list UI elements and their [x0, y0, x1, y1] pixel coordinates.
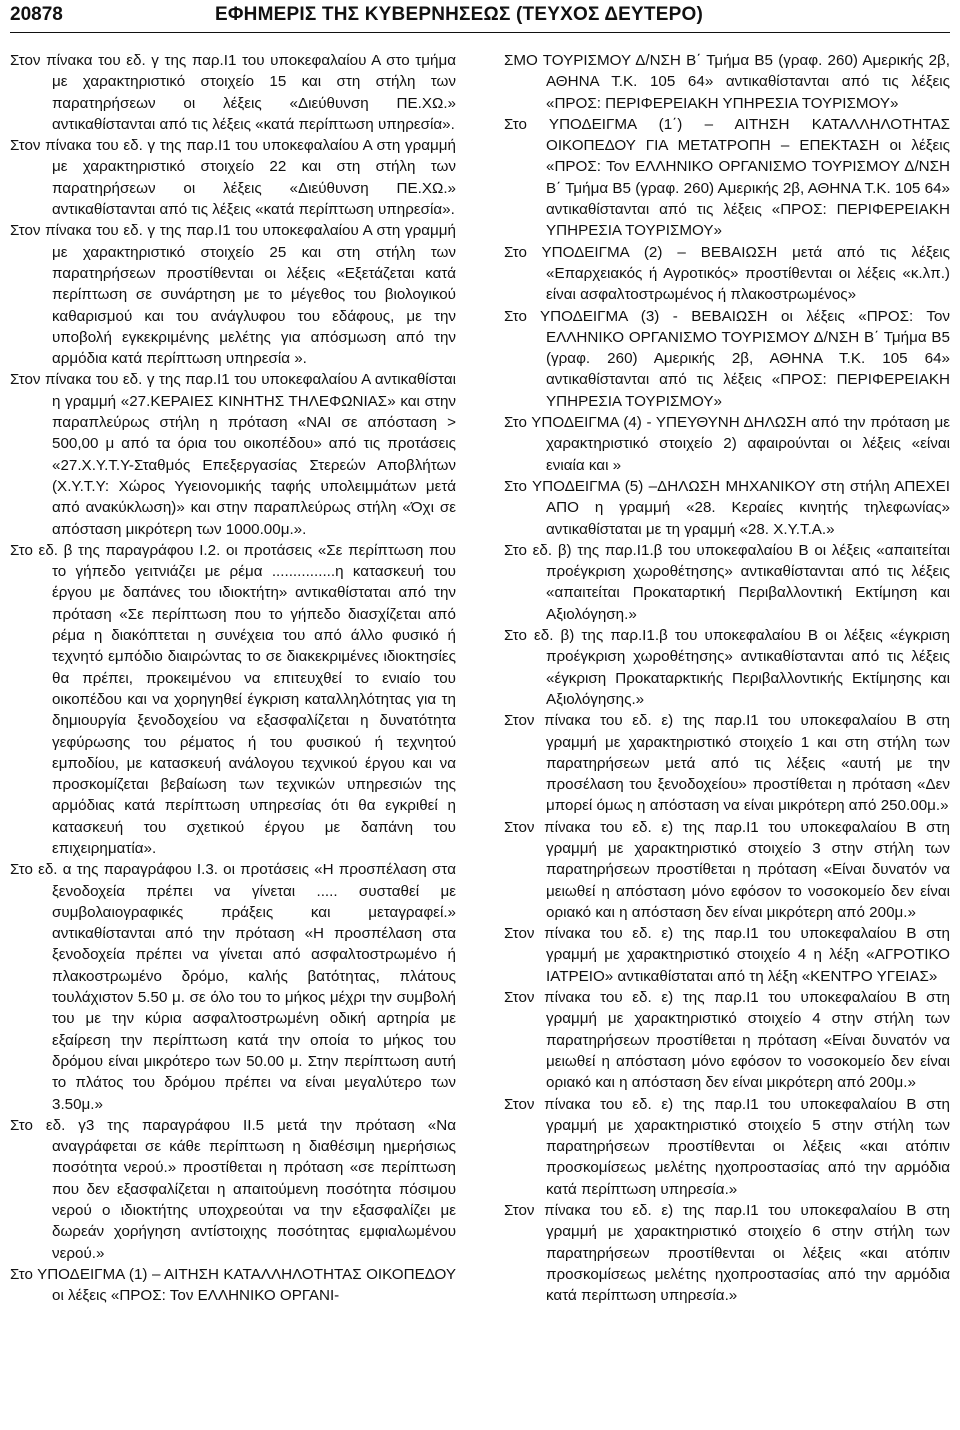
paragraph: Στο ΥΠΟΔΕΙΓΜΑ (4) - ΥΠΕΥΘΥΝΗ ΔΗΛΩΣΗ από την πρόταση με χαρακτηριστικό στοιχείο 2) αφαιρούνται οι λέξεις «είναι ενιαία και » — [504, 414, 950, 474]
paragraph: Στον πίνακα του εδ. γ της παρ.Ι1 του υποκεφαλαίου Α αντικαθίσται η γραμμή «27.ΚΕΡΑΙΕΣ ΚΙΝΗΤΗΣ ΤΗΛΕΦΩΝΙΑΣ» και στην παραπλεύρως στήλη η πρόταση «ΝΑΙ σε απόσταση > 500,00 μ από τα όρια του οικοπέδου» από τις προτάσεις «27.Χ.Υ.Τ.Υ-Σταθμός Επεξεργασίας Στερεών Αποβλήτων (Χ.Υ.Τ.Υ: Χώρος Υγειονομικής ταφής υπολειμμάτων μετά από ανακύκλωση)» και στην παραπλεύρως στήλη «Όχι σε απόσταση μικρότερη των 1000.00μ.». — [10, 371, 456, 538]
journal-title: ΕΦΗΜΕΡΙΣ ΤΗΣ ΚΥΒΕΡΝΗΣΕΩΣ (ΤΕΥΧΟΣ ΔΕΥΤΕΡΟ) — [215, 4, 703, 25]
paragraph: Στον πίνακα του εδ. ε) της παρ.Ι1 του υποκεφαλαίου Β στη γραμμή με χαρακτηριστικό στοιχείο 6 στην στήλη των παρατηρήσεων προστίθενται οι λέξεις «και ατόπιν προσκομίσεως μελέτης ηχοπροστασίας από την αρμόδια κατά περίπτωση υπηρεσία.» — [504, 1202, 950, 1305]
paragraph: Στο εδ. α της παραγράφου Ι.3. οι προτάσεις «Η προσπέλαση στα ξενοδοχεία πρέπει να γίνεται ..... συσταθεί με συμβολαιογραφικές πράξεις και μεταγραφεί.» αντικαθίστανται από την πρόταση «Η προσπέλαση στα ξενοδοχεία πρέπει να γίνεται από ασφαλτοστρωμένο ή πλακοστρωμένο δρόμο, καλής βατότητας, πλάτους τουλάχιστον 5.50 μ. σε όλο του το μήκος μέχρι την συμβολή του με την κύρια ασφαλτοστρωμένη οδική αρτηρία με εξαίρεση την περίπτωση κατά την οποία το μήκος του δρόμου είναι μικρότερο των 50.00 μ. Στην περίπτωση αυτή το πλάτος του δρόμου πρέπει να είναι μεγαλύτερο των 3.50μ.» — [10, 861, 456, 1113]
paragraph: Στο εδ. β) της παρ.Ι1.β του υποκεφαλαίου Β οι λέξεις «απαιτείται προέγκριση χωροθέτησης» αντικαθίστανται από τις λέξεις «απαιτείται Προκαταρτική Περιβαλλοντική Εκτίμηση και Αξιολόγηση.» — [504, 541, 950, 623]
paragraph: Στο ΥΠΟΔΕΙΓΜΑ (3) - ΒΕΒΑΙΩΣΗ οι λέξεις «ΠΡΟΣ: Τον ΕΛΛΗΝΙΚΟ ΟΡΓΑΝΙΣΜΟ ΤΟΥΡΙΣΜΟΥ Δ/ΝΣΗ Β΄ Τμήμα Β5 (γραφ. 260) Αμερικής 2β, ΑΘΗΝΑ Τ.Κ. 105 64» αντικαθίστανται από τις λέξεις «ΠΡΟΣ: ΠΕΡΙΦΕΡΕΙΑΚΗ ΥΠΗΡΕΣΙΑ ΤΟΥΡΙΣΜΟΥ» — [504, 307, 950, 410]
paragraph: Στον πίνακα του εδ. ε) της παρ.Ι1 του υποκεφαλαίου Β στη γραμμή με χαρακτηριστικό στοιχείο 4 στην στήλη των παρατηρήσεων προστίθεται η πρόταση «Είναι δυνατόν να μειωθεί η απόσταση μόνο εφόσον το νοσοκομείο δεν είναι οριακό και η απόσταση δεν είναι μικρότερη από 200μ.» — [504, 989, 950, 1092]
paragraph: Στο ΥΠΟΔΕΙΓΜΑ (2) – ΒΕΒΑΙΩΣΗ μετά από τις λέξεις «Επαρχειακός ή Αγροτικός» προστίθενται οι λέξεις «κ.λπ.) είναι ασφαλτοστρωμένος ή πλακοστρωμένος» — [504, 243, 950, 304]
paragraph: Στο εδ. γ3 της παραγράφου ΙΙ.5 μετά την πρόταση «Να αναγράφεται σε κάθε περίπτωση η διαθέσιμη ημερήσιως ποσότητα νερού.» προστίθεται η πρόταση «σε περίπτωση που δεν εξασφαλίζεται η απαιτούμενη ποσότητα πόσιμου νερού ο ιδιοκτήτης υποχρεούται να την εξασφαλίζει με δωρεάν χορήγηση αντίστοιχης ποσότητας εμφιαλωμένου νερού.» — [10, 1116, 456, 1262]
paragraph: Στο εδ. β της παραγράφου Ι.2. οι προτάσεις «Σε περίπτωση που το γήπεδο γειτνιάζει με ρέμα ...............η κατασκευή του έργου με δαπάνες του ιδιοκτήτη» αντικαθίσταται από την πρόταση «Σε περίπτωση που το γήπεδο διασχίζεται από ρέμα η διακόπτεται η συνέχεια του από άλλο φυσικό ή τεχνητό εμπόδιο διαιρώντας το σε διακεκριμένες ιδιοκτησίες θα πρέπει, προκειμένου να επιτευχθεί το ενιαίο του οικοπέδου και να χορηγηθεί έγκριση καταλληλότητας για τη δημιουργία ξενοδοχείου να εξασφαλίζεται η δυνατότητα γεφύρωσης του ρέματος ή του φυσικού ή τεχνητού εμποδίου, με κατασκευή ανάλογου τεχνικού έργου και να προσκομίζεται βεβαίωση των τεχνικών υπηρεσιών της αρμόδιας κατά περίπτωση υπηρεσίας ότι θα εγκριθεί η κατασκευή του σχετικού έργου με δαπάνη του επιχειρηματία». — [10, 541, 456, 857]
right-column — [504, 50, 950, 1307]
paragraph: Στο ΥΠΟΔΕΙΓΜΑ (1) – ΑΙΤΗΣΗ ΚΑΤΑΛΛΗΛΟΤΗΤΑΣ ΟΙΚΟΠΕΔΟΥ οι λέξεις «ΠΡΟΣ: Τον ΕΛΛΗΝΙΚΟ ΟΡΓΑΝΙ- — [10, 1265, 456, 1305]
paragraph: Στον πίνακα του εδ. ε) της παρ.Ι1 του υποκεφαλαίου Β στη γραμμή με χαρακτηριστικό στοιχείο 3 στην στήλη των παρατηρήσεων προστίθεται η πρόταση «Είναι δυνατόν να μειωθεί η απόσταση μόνο εφόσον το νοσοκομείο δεν είναι οριακό και η απόσταση δεν είναι μικρότερη από 200μ.» — [504, 818, 950, 921]
paragraph: Στον πίνακα του εδ. γ της παρ.Ι1 του υποκεφαλαίου Α στο τμήμα με χαρακτηριστικό στοιχείο 15 και στη στήλη των παρατηρήσεων οι λέξεις «Διεύθυνση ΠΕ.ΧΩ.» αντικαθίστανται από τις λέξεις «κατά περίπτωση υπηρεσία». — [10, 52, 456, 133]
left-column — [10, 50, 456, 1307]
page-header — [0, 0, 960, 34]
page-number: 20878 — [10, 4, 63, 25]
paragraph: Στον πίνακα του εδ. ε) της παρ.Ι1 του υποκεφαλαίου Β στη γραμμή με χαρακτηριστικό στοιχείο 5 στην στήλη των παρατηρήσεων προστίθενται οι λέξεις «και ατόπιν προσκομίσεως μελέτης ηχοπροστασίας από την αρμόδια κατά περίπτωση υπηρεσία.» — [504, 1095, 950, 1198]
header-divider — [10, 32, 950, 33]
paragraph: Στο εδ. β) της παρ.Ι1.β του υποκεφαλαίου Β οι λέξεις «έγκριση προέγκριση χωροθέτησης» αντικαθίστανται από τις λέξεις «έγκριση Προκαταρκτικής Περιβαλλοντικής Εκτίμησης και Αξιολόγησης.» — [504, 627, 950, 708]
paragraph: Στον πίνακα του εδ. ε) της παρ.Ι1 του υποκεφαλαίου Β στη γραμμή με χαρακτηριστικό στοιχείο 1 και στη στήλη των παρατηρήσεων μετά από τις λέξεις «αυτή με την προσέλαση του ξενοδοχείου» προστίθεται η πρόταση «Δεν μπορεί όμως η απόσταση να είναι μικρότερη από 250.00μ.» — [504, 712, 950, 815]
paragraph: Στον πίνακα του εδ. γ της παρ.Ι1 του υποκεφαλαίου Α στη γραμμή με χαρακτηριστικό στοιχείο 22 και στη στήλη των παρατηρήσεων οι λέξεις «Διεύθυνση ΠΕ.ΧΩ.» αντικαθίστανται από τις λέξεις «κατά περίπτωση υπηρεσία». — [10, 137, 456, 219]
paragraph: Στον πίνακα του εδ. γ της παρ.Ι1 του υποκεφαλαίου Α στη γραμμή με χαρακτηριστικό στοιχείο 25 και στη στήλη των παρατηρήσεων προστίθενται οι λέξεις «Εξετάζεται κατά περίπτωση σε συνάρτηση με το μέγεθος του βιολογικού καθαρισμού και του ανάγλυφου του εδάφους, με την υποβολή εγκεκριμένης μελέτης για απόσμωση από την αρμόδια κατά περίπτωση υπηρεσία ». — [10, 222, 456, 368]
paragraph: Στο ΥΠΟΔΕΙΓΜΑ (5) –ΔΗΛΩΣΗ ΜΗΧΑΝΙΚΟΥ στη στήλη ΑΠΕΧΕΙ ΑΠΟ η γραμμή «28. Κεραίες κινητής τηλεφωνίας» αντικαθίσταται με τη γραμμή «28. Χ.Υ.Τ.Α.» — [504, 477, 950, 538]
paragraph: ΣΜΟ ΤΟΥΡΙΣΜΟΥ Δ/ΝΣΗ Β΄ Τμήμα Β5 (γραφ. 260) Αμερικής 2β, ΑΘΗΝΑ Τ.Κ. 105 64» αντικαθίστανται από τις λέξεις «ΠΡΟΣ: ΠΕΡΙΦΕΡΕΙΑΚΗ ΥΠΗΡΕΣΙΑ ΤΟΥΡΙΣΜΟΥ» — [504, 52, 950, 112]
paragraph: Στον πίνακα του εδ. ε) της παρ.Ι1 του υποκεφαλαίου Β στη γραμμή με χαρακτηριστικό στοιχείο 4 η λέξη «ΑΓΡΟΤΙΚΟ ΙΑΤΡΕΙΟ» αντικαθίσταται από τη λέξη «ΚΕΝΤΡΟ ΥΓΕΙΑΣ» — [504, 925, 950, 985]
paragraph: Στο ΥΠΟΔΕΙΓΜΑ (1΄) – ΑΙΤΗΣΗ ΚΑΤΑΛΛΗΛΟΤΗΤΑΣ ΟΙΚΟΠΕΔΟΥ ΓΙΑ ΜΕΤΑΤΡΟΠΗ – ΕΠΕΚΤΑΣΗ οι λέξεις «ΠΡΟΣ: Τον ΕΛΛΗΝΙΚΟ ΟΡΓΑΝΙΣΜΟ ΤΟΥΡΙΣΜΟΥ Δ/ΝΣΗ Β΄ Τμήμα Β5 (γραφ. 260) Αμερικής 2β, ΑΘΗΝΑ Τ.Κ. 105 64» αντικαθίστανται από τις λέξεις «ΠΡΟΣ: ΠΕΡΙΦΕΡΕΙΑΚΗ ΥΠΗΡΕΣΙΑ ΤΟΥΡΙΣΜΟΥ» — [504, 115, 950, 240]
